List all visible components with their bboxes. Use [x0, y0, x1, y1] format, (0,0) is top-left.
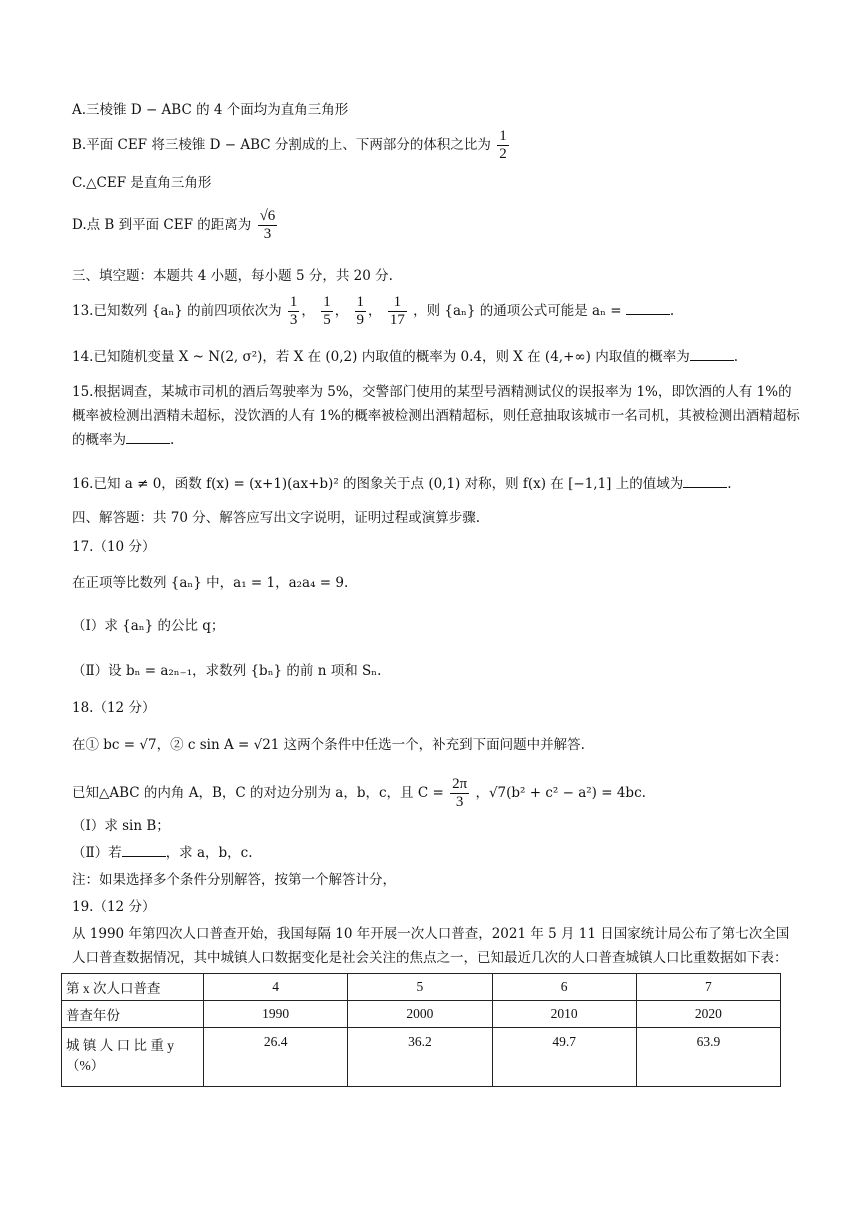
- fraction-numerator: √6: [259, 208, 276, 224]
- answer-blank: [126, 429, 170, 444]
- q18-choose-text: 在① bc = √7，② c sin A = √21 这两个条件中任选一个，补充到下面问题中并解答.: [72, 737, 585, 753]
- q18-note: [72, 869, 800, 891]
- fraction-numerator: 2π: [452, 776, 468, 792]
- fraction-denominator: 9: [356, 312, 365, 328]
- option-a: [72, 99, 800, 121]
- q19-heading: [72, 896, 800, 918]
- table-cell: 7: [636, 974, 780, 1001]
- table-header-cell: 第 x 次人口普查: [62, 974, 204, 1001]
- q17-p1-text: （Ⅰ）求 {aₙ} 的公比 q；: [72, 618, 225, 634]
- q17-heading: [72, 536, 800, 558]
- q17-part-1: [72, 615, 800, 637]
- q13-text: 13.已知数列 {aₙ} 的前四项依次为: [72, 303, 282, 319]
- fraction-numerator: 1: [388, 294, 407, 312]
- q17-p2-text: （Ⅱ）设 bₙ = a₂ₙ₋₁，求数列 {bₙ} 的前 n 项和 Sₙ.: [72, 663, 382, 679]
- q13-end: .: [669, 303, 675, 319]
- table-cell: 2020: [636, 1001, 780, 1028]
- table-header-cell: [62, 1028, 204, 1087]
- fraction-denominator: 2: [499, 146, 507, 162]
- table-row: [62, 1028, 781, 1087]
- q16-text: 16.已知 a ≠ 0，函数 f(x) = (x+1)(ax+b)² 的图象关于点 (0,1) 对称，则 f(x) 在 [−1,1] 上的值域为: [72, 476, 684, 492]
- table-row: [62, 1001, 781, 1028]
- fraction-denominator: 5: [323, 312, 331, 328]
- answer-blank: [690, 346, 734, 361]
- answer-blank: [626, 300, 670, 315]
- q18-part-1: [72, 815, 800, 837]
- q19-head: 19.（12 分）: [72, 899, 156, 915]
- question-14: [72, 346, 800, 368]
- q18-p2-text: （Ⅱ）若: [72, 845, 122, 861]
- table-header-cell: 普查年份: [62, 1001, 204, 1028]
- q14-text: 14.已知随机变量 X ~ N(2, σ²)，若 X 在 (0,2) 内取值的概率为 0.4，则 X 在 (4,+∞) 内取值的概率为: [72, 349, 690, 365]
- q15-text: 15.根据调查，某城市司机的酒后驾驶率为 5%，交警部门使用的某型号酒精测试仪的误报率为 1%，即饮酒的人有 1%的概率被检测出酒精未超标，没饮酒的人有 1%的概率被检测出酒精超标，则任意抽取该城市一名司机，其被检测出酒精超标的概率为: [72, 384, 800, 448]
- fraction-one-half: [497, 128, 509, 163]
- q18-heading: [72, 697, 800, 719]
- table-cell: 2010: [492, 1001, 636, 1028]
- answer-blank: [683, 473, 727, 488]
- row-label-line-1: 城 镇 人 口 比 重 y: [66, 1038, 174, 1053]
- q17-stem-text: 在正项等比数列 {aₙ} 中，a₁ = 1，a₂a₄ = 9.: [72, 575, 349, 591]
- option-d-text: D.点 B 到平面 CEF 的距离为: [72, 217, 252, 233]
- q18-given: [72, 776, 800, 811]
- q18-head: 18.（12 分）: [72, 700, 156, 716]
- table-cell: 4: [204, 974, 348, 1001]
- section-4-title: 四、解答题：共 70 分、解答应写出文字说明，证明过程或演算步骤.: [72, 510, 481, 526]
- option-a-text: A.三棱锥 D − ABC 的 4 个面均为直角三角形: [72, 102, 349, 118]
- question-13: 13.已知数列 {aₙ} 的前四项依次为 $\frac{1}{3}$ ， $\frac{1}{5}$ ， $\frac{1}{9}$ ， $\frac{1}{17}$ ，则 {aₙ} 的通项公式可能是 aₙ = .: [72, 294, 675, 328]
- fraction-numerator: 1: [356, 294, 365, 310]
- table-cell: 26.4: [204, 1028, 348, 1087]
- q16-end: .: [727, 476, 732, 492]
- fraction-root6-over-3: [258, 208, 278, 243]
- option-b-text: B.平面 CEF 将三棱锥 D − ABC 分割成的上、下两部分的体积之比为: [72, 137, 491, 153]
- q13-frac-3: [355, 294, 367, 329]
- fraction-denominator: 3: [263, 226, 272, 242]
- row-label-line-2: （%）: [66, 1058, 105, 1073]
- fraction-denominator: 3: [455, 794, 464, 810]
- section-3-title: 三、填空题：本题共 4 小题，每小题 5 分，共 20 分.: [72, 268, 393, 284]
- table-cell: 63.9: [636, 1028, 780, 1087]
- q17-head: 17.（10 分）: [72, 539, 156, 555]
- q13-frac-4: [388, 294, 407, 329]
- q18-p1-text: （Ⅰ）求 sin B；: [72, 818, 170, 834]
- option-c-text: C.△CEF 是直角三角形: [72, 175, 212, 191]
- fraction-numerator: 1: [289, 294, 298, 310]
- q18-given-tail: ，√7(b² + c² − a²) = 4bc.: [475, 785, 646, 801]
- q18-p2-tail: ，求 a，b，c.: [165, 845, 253, 861]
- question-15: [72, 380, 800, 452]
- table-row: [62, 974, 781, 1001]
- option-b: [72, 128, 800, 163]
- q14-end: .: [733, 349, 738, 365]
- q15-end: .: [170, 432, 175, 448]
- fraction-numerator: 1: [499, 128, 507, 144]
- table-cell: 49.7: [492, 1028, 636, 1087]
- q17-part-2: [72, 660, 800, 682]
- table-cell: 36.2: [348, 1028, 492, 1087]
- fraction-numerator: 1: [323, 294, 331, 310]
- q18-note-text: 注：如果选择多个条件分别解答，按第一个解答计分，: [72, 872, 396, 888]
- q13-frac-1: [288, 294, 300, 329]
- q17-stem: [72, 572, 800, 594]
- fraction-denominator: 3: [289, 312, 298, 328]
- table-cell: 1990: [204, 1001, 348, 1028]
- q18-given-text: 已知△ABC 的内角 A，B，C 的对边分别为 a，b，c，且 C =: [72, 785, 444, 801]
- table-cell: 6: [492, 974, 636, 1001]
- answer-blank: [122, 842, 166, 857]
- q13-text-tail: ，则 {aₙ} 的通项公式可能是 aₙ =: [413, 303, 626, 319]
- q13-frac-2: [321, 294, 333, 329]
- option-c: [72, 172, 800, 194]
- question-16: [72, 473, 800, 495]
- fraction-denominator: 17: [389, 312, 405, 328]
- table-cell: 2000: [348, 1001, 492, 1028]
- section-heading-solutions: [72, 507, 800, 529]
- section-heading-fill-in: [72, 265, 800, 287]
- table-cell: 5: [348, 974, 492, 1001]
- q19-body: 从 1990 年第四次人口普查开始，我国每隔 10 年开展一次人口普查，2021 年 5 月 11 日国家统计局公布了第七次全国人口普查数据情况，其中城镇人口数据变化是社会关注的焦点之一，已知最近几次的人口普查城镇人口比重数据如下表：: [72, 926, 790, 966]
- q18-part-2: [72, 842, 800, 864]
- q19-text: [72, 922, 796, 970]
- census-table: [61, 973, 781, 1087]
- q18-choose: [72, 734, 800, 756]
- option-d: [72, 208, 800, 243]
- fraction-2pi-over-3: [450, 776, 469, 811]
